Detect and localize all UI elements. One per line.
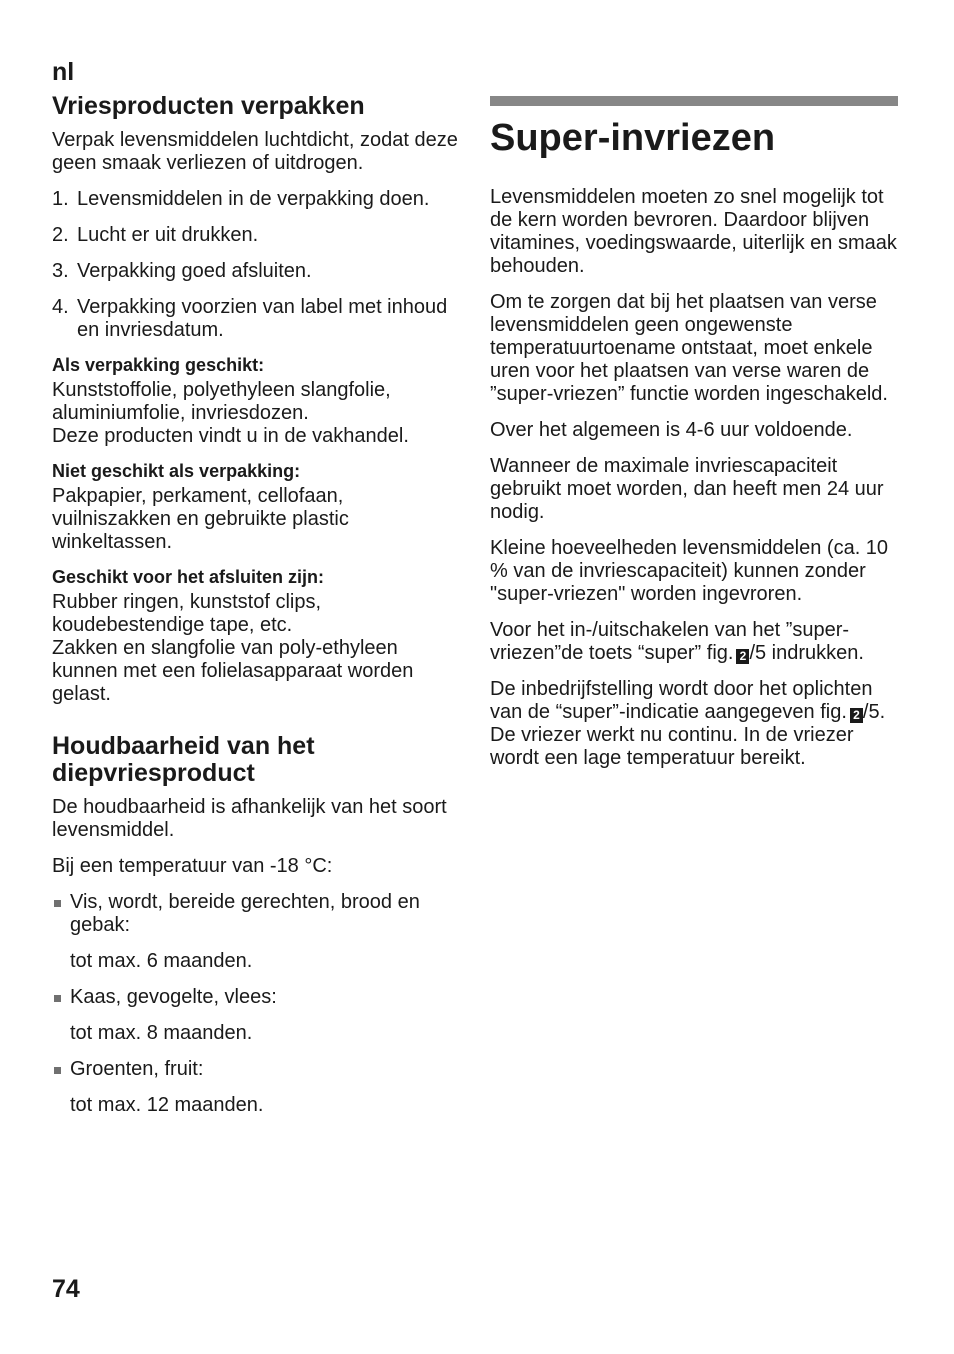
unsuitable-heading: Niet geschikt als verpakking: <box>52 460 301 481</box>
square-bullet-icon <box>54 995 61 1002</box>
list-item: Kaas, gevogelte, vlees: <box>52 986 464 1009</box>
closing-heading: Geschikt voor het afsluiten zijn: <box>52 566 325 587</box>
square-bullet-icon <box>54 1067 61 1074</box>
section-divider <box>490 96 898 106</box>
shelf-life-intro: De houdbaarheid is afhankelijk van het soort levensmiddel. <box>52 795 447 841</box>
left-column <box>52 90 464 1117</box>
paragraph: De inbedrijfstelling wordt door het oplichten van de “super”-indicatie aangegeven fig. 2 /5. De vriezer werkt nu continu. In de vriezer wordt een lage temperatuur bereikt. <box>490 677 886 769</box>
list-item: Groenten, fruit: <box>52 1058 464 1081</box>
paragraph: Wanneer de maximale invriescapaciteit gebruikt moet worden, dan heeft men 24 uur nodig. <box>490 454 884 523</box>
paragraph: Voor het in-/uitschakelen van het ”super-vriezen”de toets “super” fig. 2 /5 indrukken. <box>490 618 864 664</box>
suitable-text: Kunststoffolie, polyethyleen slangfolie, aluminiumfolie, invriesdozen. <box>52 378 391 424</box>
temperature-line: Bij een temperatuur van -18 °C: <box>52 854 333 877</box>
list-item: 4. Verpakking voorzien van label met inhoud en invriesdatum. <box>52 295 448 341</box>
list-item: 2. Lucht er uit drukken. <box>52 223 259 246</box>
section-title-packaging: Vriesproducten verpakken <box>52 92 365 120</box>
paragraph: Om te zorgen dat bij het plaatsen van verse levensmiddelen geen ongewenste temperatuurtoename ontstaat, moet enkele uren voor het plaatsen van verse waren de ”super-vriezen” functie worden ingeschakeld. <box>490 290 888 405</box>
list-item: 1. Levensmiddelen in de verpakking doen. <box>52 187 430 210</box>
packaging-steps <box>52 188 464 342</box>
paragraph: Kleine hoeveelheden levensmiddelen (ca. 10 % van de invriescapaciteit) kunnen zonder "super-vriezen" worden ingevroren. <box>490 536 889 605</box>
shelf-life-list-3 <box>52 1058 464 1081</box>
page-number: 74 <box>52 1275 80 1303</box>
duration-text: tot max. 6 maanden. <box>70 949 253 972</box>
shelf-life-list-2 <box>52 986 464 1009</box>
paragraph: Over het algemeen is 4-6 uur voldoende. <box>490 418 853 441</box>
closing-note: Zakken en slangfolie van poly-ethyleen kunnen met een folielasapparaat worden gelast. <box>52 636 414 705</box>
section-title-shelf-life: Houdbaarheid van het diepvriesproduct <box>52 731 315 787</box>
unsuitable-text: Pakpapier, perkament, cellofaan, vuilniszakken en gebruikte plastic winkeltassen. <box>52 484 349 553</box>
packaging-intro: Verpak levensmiddelen luchtdicht, zodat deze geen smaak verliezen of uitdrogen. <box>52 128 458 174</box>
list-item: Vis, wordt, bereide gerechten, brood en gebak: <box>52 891 464 937</box>
suitable-note: Deze producten vindt u in de vakhandel. <box>52 424 409 447</box>
figure-reference-badge: 2 <box>736 649 749 664</box>
paragraph: Levensmiddelen moeten zo snel mogelijk tot de kern worden bevroren. Daardoor blijven vitamines, voedingswaarde, uiterlijk en smaak behouden. <box>490 185 897 277</box>
closing-text: Rubber ringen, kunststof clips, koudebestendige tape, etc. <box>52 590 322 636</box>
square-bullet-icon <box>54 900 61 907</box>
language-label: nl <box>52 58 75 86</box>
page-title: Super-invriezen <box>490 117 776 159</box>
list-item: 3. Verpakking goed afsluiten. <box>52 259 312 282</box>
right-column <box>490 96 900 783</box>
duration-text: tot max. 12 maanden. <box>70 1093 264 1116</box>
shelf-life-list <box>52 891 464 937</box>
figure-reference-badge: 2 <box>850 708 863 723</box>
duration-text: tot max. 8 maanden. <box>70 1021 253 1044</box>
suitable-heading: Als verpakking geschikt: <box>52 354 265 375</box>
